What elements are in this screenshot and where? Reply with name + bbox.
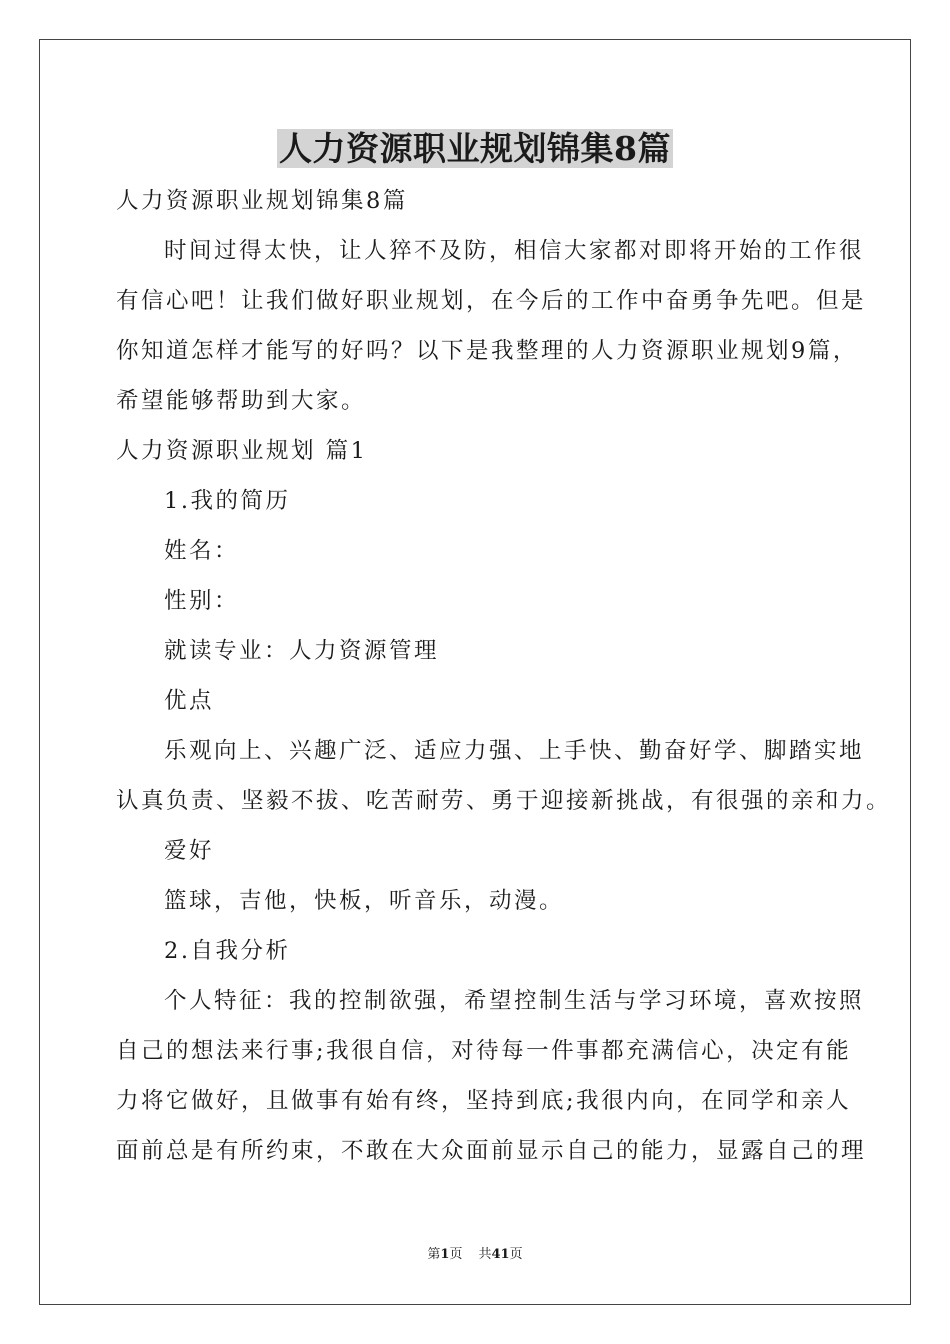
paragraph-line: 就读专业：人力资源管理 xyxy=(164,638,440,664)
paragraph-line: 面前总是有所约束，不敢在大众面前显示自己的能力，显露自己的理 xyxy=(116,1138,867,1164)
footer-page-suffix: 页 xyxy=(449,1247,463,1262)
paragraph-line: 1.我的简历 xyxy=(164,488,291,514)
footer-page-prefix: 第 xyxy=(427,1247,441,1262)
paragraph-line: 认真负责、坚毅不拔、吃苦耐劳、勇于迎接新挑战，有很强的亲和力。 xyxy=(116,788,892,814)
footer-total-suffix: 页 xyxy=(509,1247,523,1262)
document-title-text: 人力资源职业规划锦集8篇 xyxy=(279,129,671,168)
paragraph-line: 有信心吧！让我们做好职业规划，在今后的工作中奋勇争先吧。但是 xyxy=(116,288,867,314)
subtitle-line: 人力资源职业规划锦集8篇 xyxy=(116,188,408,214)
footer-page-number: 1 xyxy=(440,1247,450,1262)
page-footer xyxy=(0,1246,950,1264)
paragraph-line: 爱好 xyxy=(164,838,215,864)
paragraph-line: 你知道怎样才能写的好吗？以下是我整理的人力资源职业规划9篇， xyxy=(116,338,858,364)
paragraph-line: 姓名： xyxy=(164,538,240,564)
document-title xyxy=(0,126,950,172)
paragraph-line: 力将它做好，且做事有始有终，坚持到底;我很内向，在同学和亲人 xyxy=(116,1088,852,1114)
paragraph-line: 2.自我分析 xyxy=(164,938,291,964)
footer-total-prefix: 共 xyxy=(478,1247,492,1262)
paragraph-line: 时间过得太快，让人猝不及防，相信大家都对即将开始的工作很 xyxy=(164,238,865,264)
paragraph-line: 自己的想法来行事;我很自信，对待每一件事都充满信心，决定有能 xyxy=(116,1038,852,1064)
paragraph-line: 希望能够帮助到大家。 xyxy=(116,388,367,414)
paragraph-line: 篮球，吉他，快板，听音乐，动漫。 xyxy=(164,888,565,914)
footer-total-number: 41 xyxy=(491,1247,510,1262)
paragraph-line: 性别： xyxy=(164,588,240,614)
paragraph-line: 乐观向上、兴趣广泛、适应力强、上手快、勤奋好学、脚踏实地 xyxy=(164,738,865,764)
section-heading: 人力资源职业规划 篇1 xyxy=(116,438,368,464)
paragraph-line: 优点 xyxy=(164,688,215,714)
paragraph-line: 个人特征：我的控制欲强，希望控制生活与学习环境，喜欢按照 xyxy=(164,988,865,1014)
